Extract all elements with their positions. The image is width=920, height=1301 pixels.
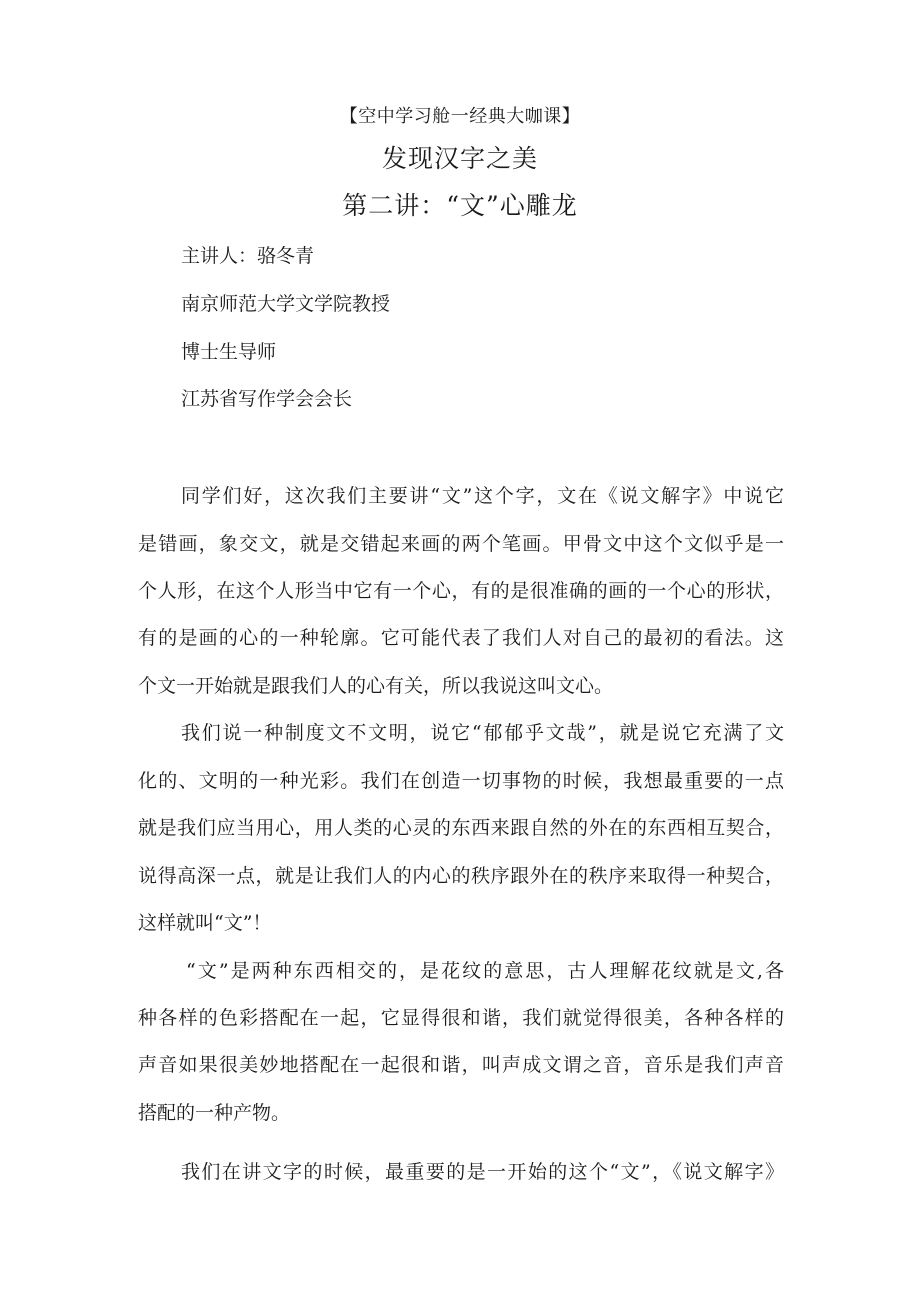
text-line: 化的、文明的一种光彩。我们在创造一切事物的时候，我想最重要的一点 [138,770,784,792]
text-line: “文”是两种东西相交的，是花纹的意思，古人理解花纹就是文,各 [186,960,784,982]
speaker-affiliation: 南京师范大学文学院教授 [181,293,391,315]
text-line: 声音如果很美妙地搭配在一起很和谐，叫声成文谓之音，音乐是我们声音 [138,1054,784,1076]
main-title: 发现汉字之美 [381,144,538,173]
speaker-role: 博士生导师 [181,341,277,363]
text-line: 同学们好，这次我们主要讲“文”这个字，文在《说文解字》中说它 [181,485,784,507]
text-line: 有的是画的心的一种轮廓。它可能代表了我们人对自己的最初的看法。这 [138,627,784,649]
text-line: 个文一开始就是跟我们人的心有关，所以我说这叫文心。 [138,675,614,697]
text-line: 是错画，象交文，就是交错起来画的两个笔画。甲骨文中这个文似乎是一 [138,533,784,555]
text-line: 就是我们应当用心，用人类的心灵的东西来跟自然的外在的东西相互契合， [138,817,784,839]
text-line: 我们说一种制度文不文明，说它“郁郁乎文哉”，就是说它充满了文 [181,722,784,744]
text-line: 这样就叫“文”！ [138,912,272,934]
text-line: 个人形，在这个人形当中它有一个心，有的是很准确的画的一个心的形状， [138,580,784,602]
speaker-name: 主讲人：骆冬青 [181,245,315,267]
text-line: 我们在讲文字的时候，最重要的是一开始的这个“文”，《说文解字》 [181,1161,784,1183]
lecture-title: 第二讲：“文”心雕龙 [342,191,578,220]
text-line: 搭配的一种产物。 [138,1102,291,1124]
text-line: 种各样的色彩搭配在一起，它显得很和谐，我们就觉得很美，各种各样的 [138,1007,784,1029]
series-title: 【空中学习舱一经典大咖课】 [339,106,581,127]
text-line: 说得高深一点，就是让我们人的内心的秩序跟外在的秩序来取得一种契合， [138,865,784,887]
speaker-position: 江苏省写作学会会长 [181,388,353,410]
